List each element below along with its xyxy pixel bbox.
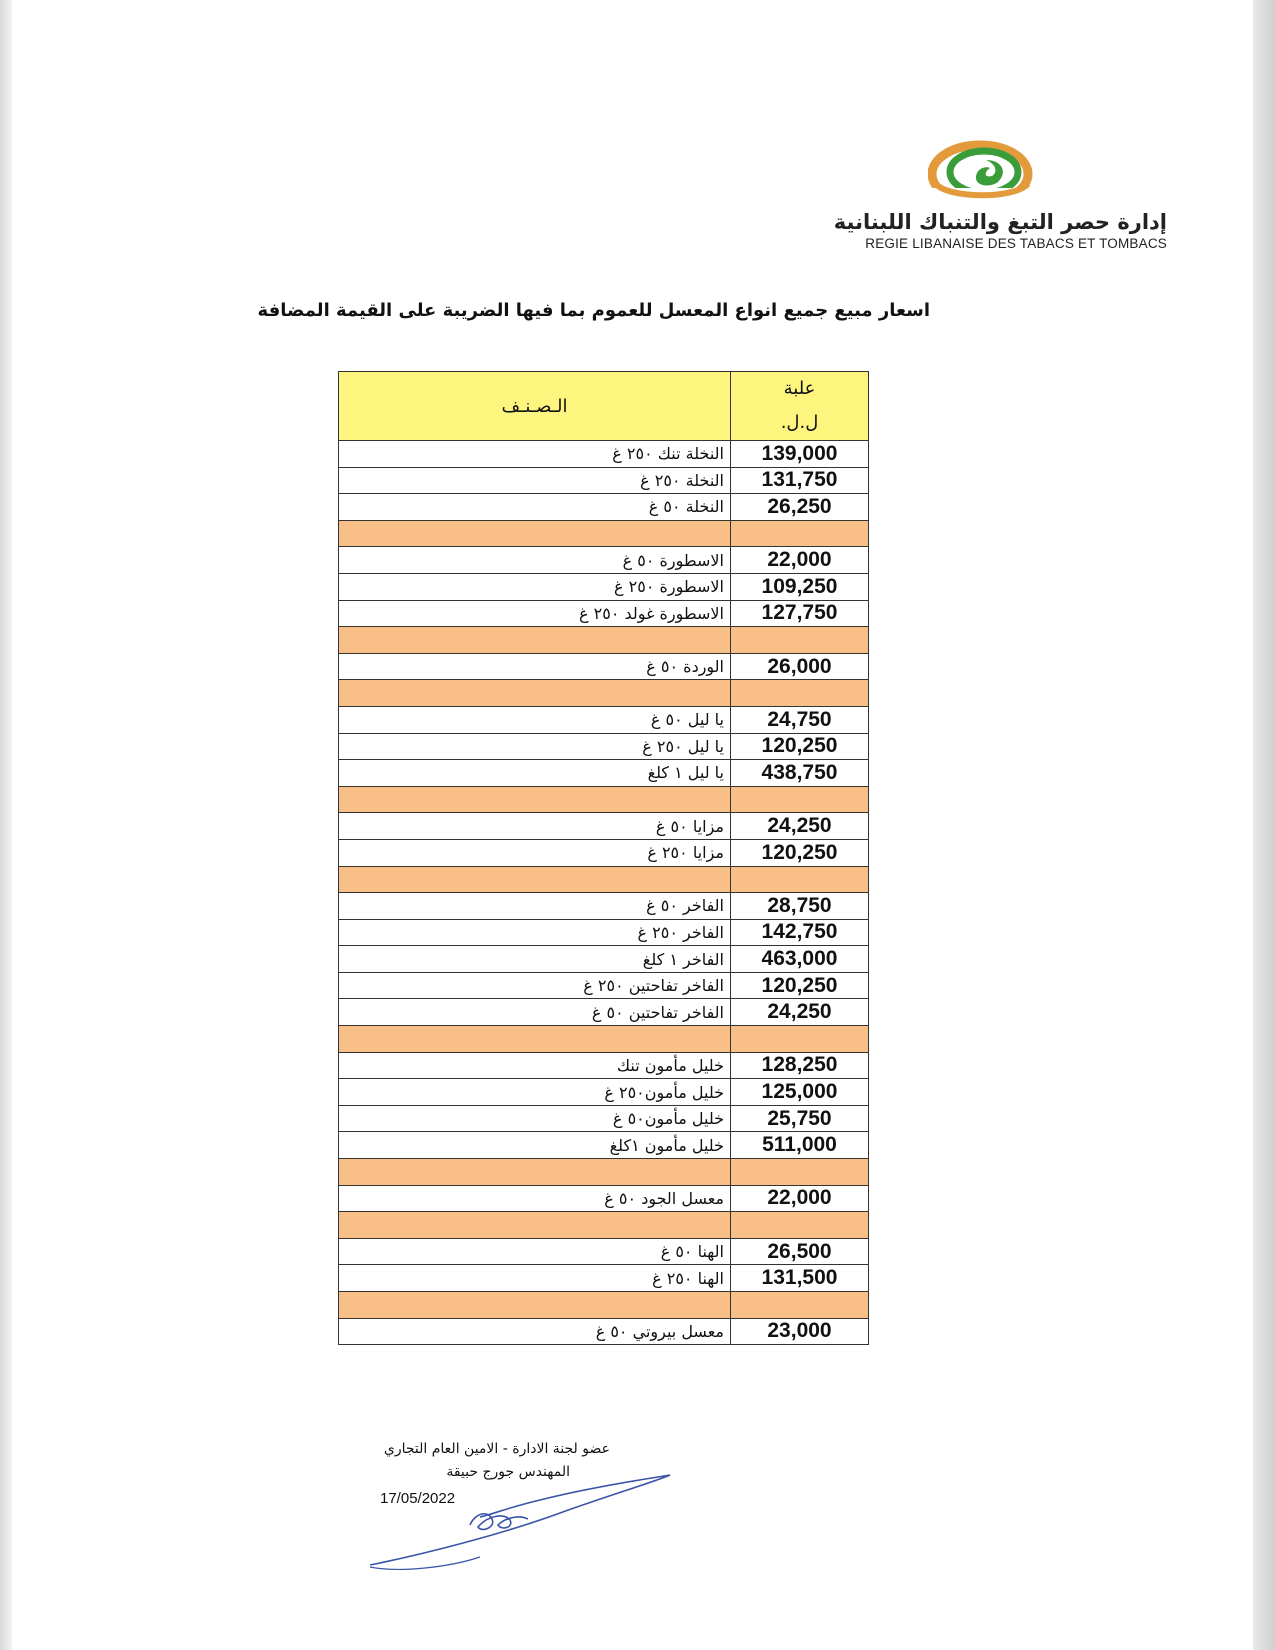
item-price: 22,000 <box>731 1185 869 1212</box>
table-row <box>339 1318 869 1345</box>
table-row <box>339 1185 869 1212</box>
column-header-price <box>731 372 869 441</box>
item-price: 131,750 <box>731 467 869 494</box>
item-name: النخلة ٢٥٠ غ <box>339 467 731 494</box>
scan-right-edge <box>1253 0 1275 1650</box>
table-row <box>339 653 869 680</box>
separator-cell <box>339 1026 731 1053</box>
item-name: يا ليل ٥٠ غ <box>339 706 731 733</box>
group-separator-row <box>339 1159 869 1186</box>
column-header-price-unit: علبة <box>783 378 816 399</box>
item-name: النخلة تنك ٢٥٠ غ <box>339 441 731 468</box>
table-row <box>339 494 869 521</box>
item-price: 23,000 <box>731 1318 869 1345</box>
item-name: خليل مأمون تنك <box>339 1052 731 1079</box>
table-row <box>339 760 869 787</box>
table-row <box>339 600 869 627</box>
table-row <box>339 547 869 574</box>
table-row <box>339 573 869 600</box>
separator-cell <box>731 866 869 893</box>
item-name: الفاخر ٢٥٠ غ <box>339 919 731 946</box>
column-header-item: الـصـنـف <box>339 372 731 441</box>
separator-cell <box>339 866 731 893</box>
separator-cell <box>339 1212 731 1239</box>
group-separator-row <box>339 866 869 893</box>
signer-name: المهندس جورج حبيقة <box>446 1464 570 1480</box>
separator-cell <box>339 1292 731 1319</box>
separator-cell <box>731 786 869 813</box>
table-row <box>339 946 869 973</box>
item-price: 26,250 <box>731 494 869 521</box>
table-header-row <box>339 372 869 441</box>
table-row <box>339 1079 869 1106</box>
item-price: 438,750 <box>731 760 869 787</box>
item-price: 131,500 <box>731 1265 869 1292</box>
group-separator-row <box>339 786 869 813</box>
separator-cell <box>339 627 731 654</box>
table-row <box>339 972 869 999</box>
group-separator-row <box>339 1026 869 1053</box>
item-name: الفاخر ٥٠ غ <box>339 893 731 920</box>
separator-cell <box>731 520 869 547</box>
separator-cell <box>339 520 731 547</box>
table-row <box>339 1265 869 1292</box>
item-price: 24,250 <box>731 813 869 840</box>
item-name: يا ليل ١ كلغ <box>339 760 731 787</box>
item-name: الفاخر تفاحتين ٢٥٠ غ <box>339 972 731 999</box>
signer-role: عضو لجنة الادارة - الامين العام التجاري <box>383 1441 610 1457</box>
item-price: 511,000 <box>731 1132 869 1159</box>
table-row <box>339 706 869 733</box>
handwritten-signature-icon <box>360 1455 680 1585</box>
item-price: 26,000 <box>731 653 869 680</box>
item-name: الاسطورة ٥٠ غ <box>339 547 731 574</box>
table-row <box>339 839 869 866</box>
item-price: 109,250 <box>731 573 869 600</box>
document-date: 17/05/2022 <box>380 1490 456 1507</box>
item-name: معسل بيروتي ٥٠ غ <box>339 1318 731 1345</box>
separator-cell <box>731 1159 869 1186</box>
item-price: 125,000 <box>731 1079 869 1106</box>
table-row <box>339 893 869 920</box>
group-separator-row <box>339 1212 869 1239</box>
separator-cell <box>731 1292 869 1319</box>
item-name: الوردة ٥٠ غ <box>339 653 731 680</box>
separator-cell <box>731 680 869 707</box>
separator-cell <box>339 680 731 707</box>
item-name: خليل مأمون ١كلغ <box>339 1132 731 1159</box>
separator-cell <box>731 1212 869 1239</box>
item-name: الفاخر ١ كلغ <box>339 946 731 973</box>
item-price: 127,750 <box>731 600 869 627</box>
item-price: 24,250 <box>731 999 869 1026</box>
item-name: خليل مأمون٥٠ غ <box>339 1105 731 1132</box>
separator-cell <box>339 786 731 813</box>
item-price: 120,250 <box>731 972 869 999</box>
table-row <box>339 919 869 946</box>
item-price: 22,000 <box>731 547 869 574</box>
document-title: اسعار مبيع جميع انواع المعسل للعموم بما فيها الضريبة على القيمة المضافة <box>257 300 930 321</box>
item-name: الاسطورة غولد ٢٥٠ غ <box>339 600 731 627</box>
item-price: 28,750 <box>731 893 869 920</box>
item-name: الفاخر تفاحتين ٥٠ غ <box>339 999 731 1026</box>
group-separator-row <box>339 1292 869 1319</box>
group-separator-row <box>339 680 869 707</box>
price-table <box>338 371 869 1345</box>
table-row <box>339 1105 869 1132</box>
item-price: 120,250 <box>731 839 869 866</box>
separator-cell <box>339 1159 731 1186</box>
separator-cell <box>731 1026 869 1053</box>
item-price: 26,500 <box>731 1238 869 1265</box>
item-name: معسل الجود ٥٠ غ <box>339 1185 731 1212</box>
item-price: 128,250 <box>731 1052 869 1079</box>
item-price: 25,750 <box>731 1105 869 1132</box>
item-name: الاسطورة ٢٥٠ غ <box>339 573 731 600</box>
group-separator-row <box>339 627 869 654</box>
item-price: 24,750 <box>731 706 869 733</box>
column-header-price-currency: ل.ل. <box>780 412 819 433</box>
org-name-arabic: إدارة حصر التبغ والتنباك اللبنانية <box>833 210 1167 234</box>
item-price: 142,750 <box>731 919 869 946</box>
table-row <box>339 1132 869 1159</box>
org-name-french: REGIE LIBANAISE DES TABACS ET TOMBACS <box>865 236 1167 251</box>
separator-cell <box>731 627 869 654</box>
item-price: 139,000 <box>731 441 869 468</box>
item-name: الهنا ٥٠ غ <box>339 1238 731 1265</box>
table-row <box>339 1238 869 1265</box>
table-row <box>339 1052 869 1079</box>
table-row <box>339 999 869 1026</box>
table-row <box>339 467 869 494</box>
item-name: مزايا ٥٠ غ <box>339 813 731 840</box>
item-name: الهنا ٢٥٠ غ <box>339 1265 731 1292</box>
scan-left-edge <box>0 0 12 1650</box>
item-price: 120,250 <box>731 733 869 760</box>
item-name: مزايا ٢٥٠ غ <box>339 839 731 866</box>
regie-logo-icon <box>928 138 1038 208</box>
item-name: يا ليل ٢٥٠ غ <box>339 733 731 760</box>
item-name: خليل مأمون٢٥٠ غ <box>339 1079 731 1106</box>
item-price: 463,000 <box>731 946 869 973</box>
item-name: النخلة ٥٠ غ <box>339 494 731 521</box>
table-row <box>339 441 869 468</box>
table-row <box>339 733 869 760</box>
table-row <box>339 813 869 840</box>
group-separator-row <box>339 520 869 547</box>
